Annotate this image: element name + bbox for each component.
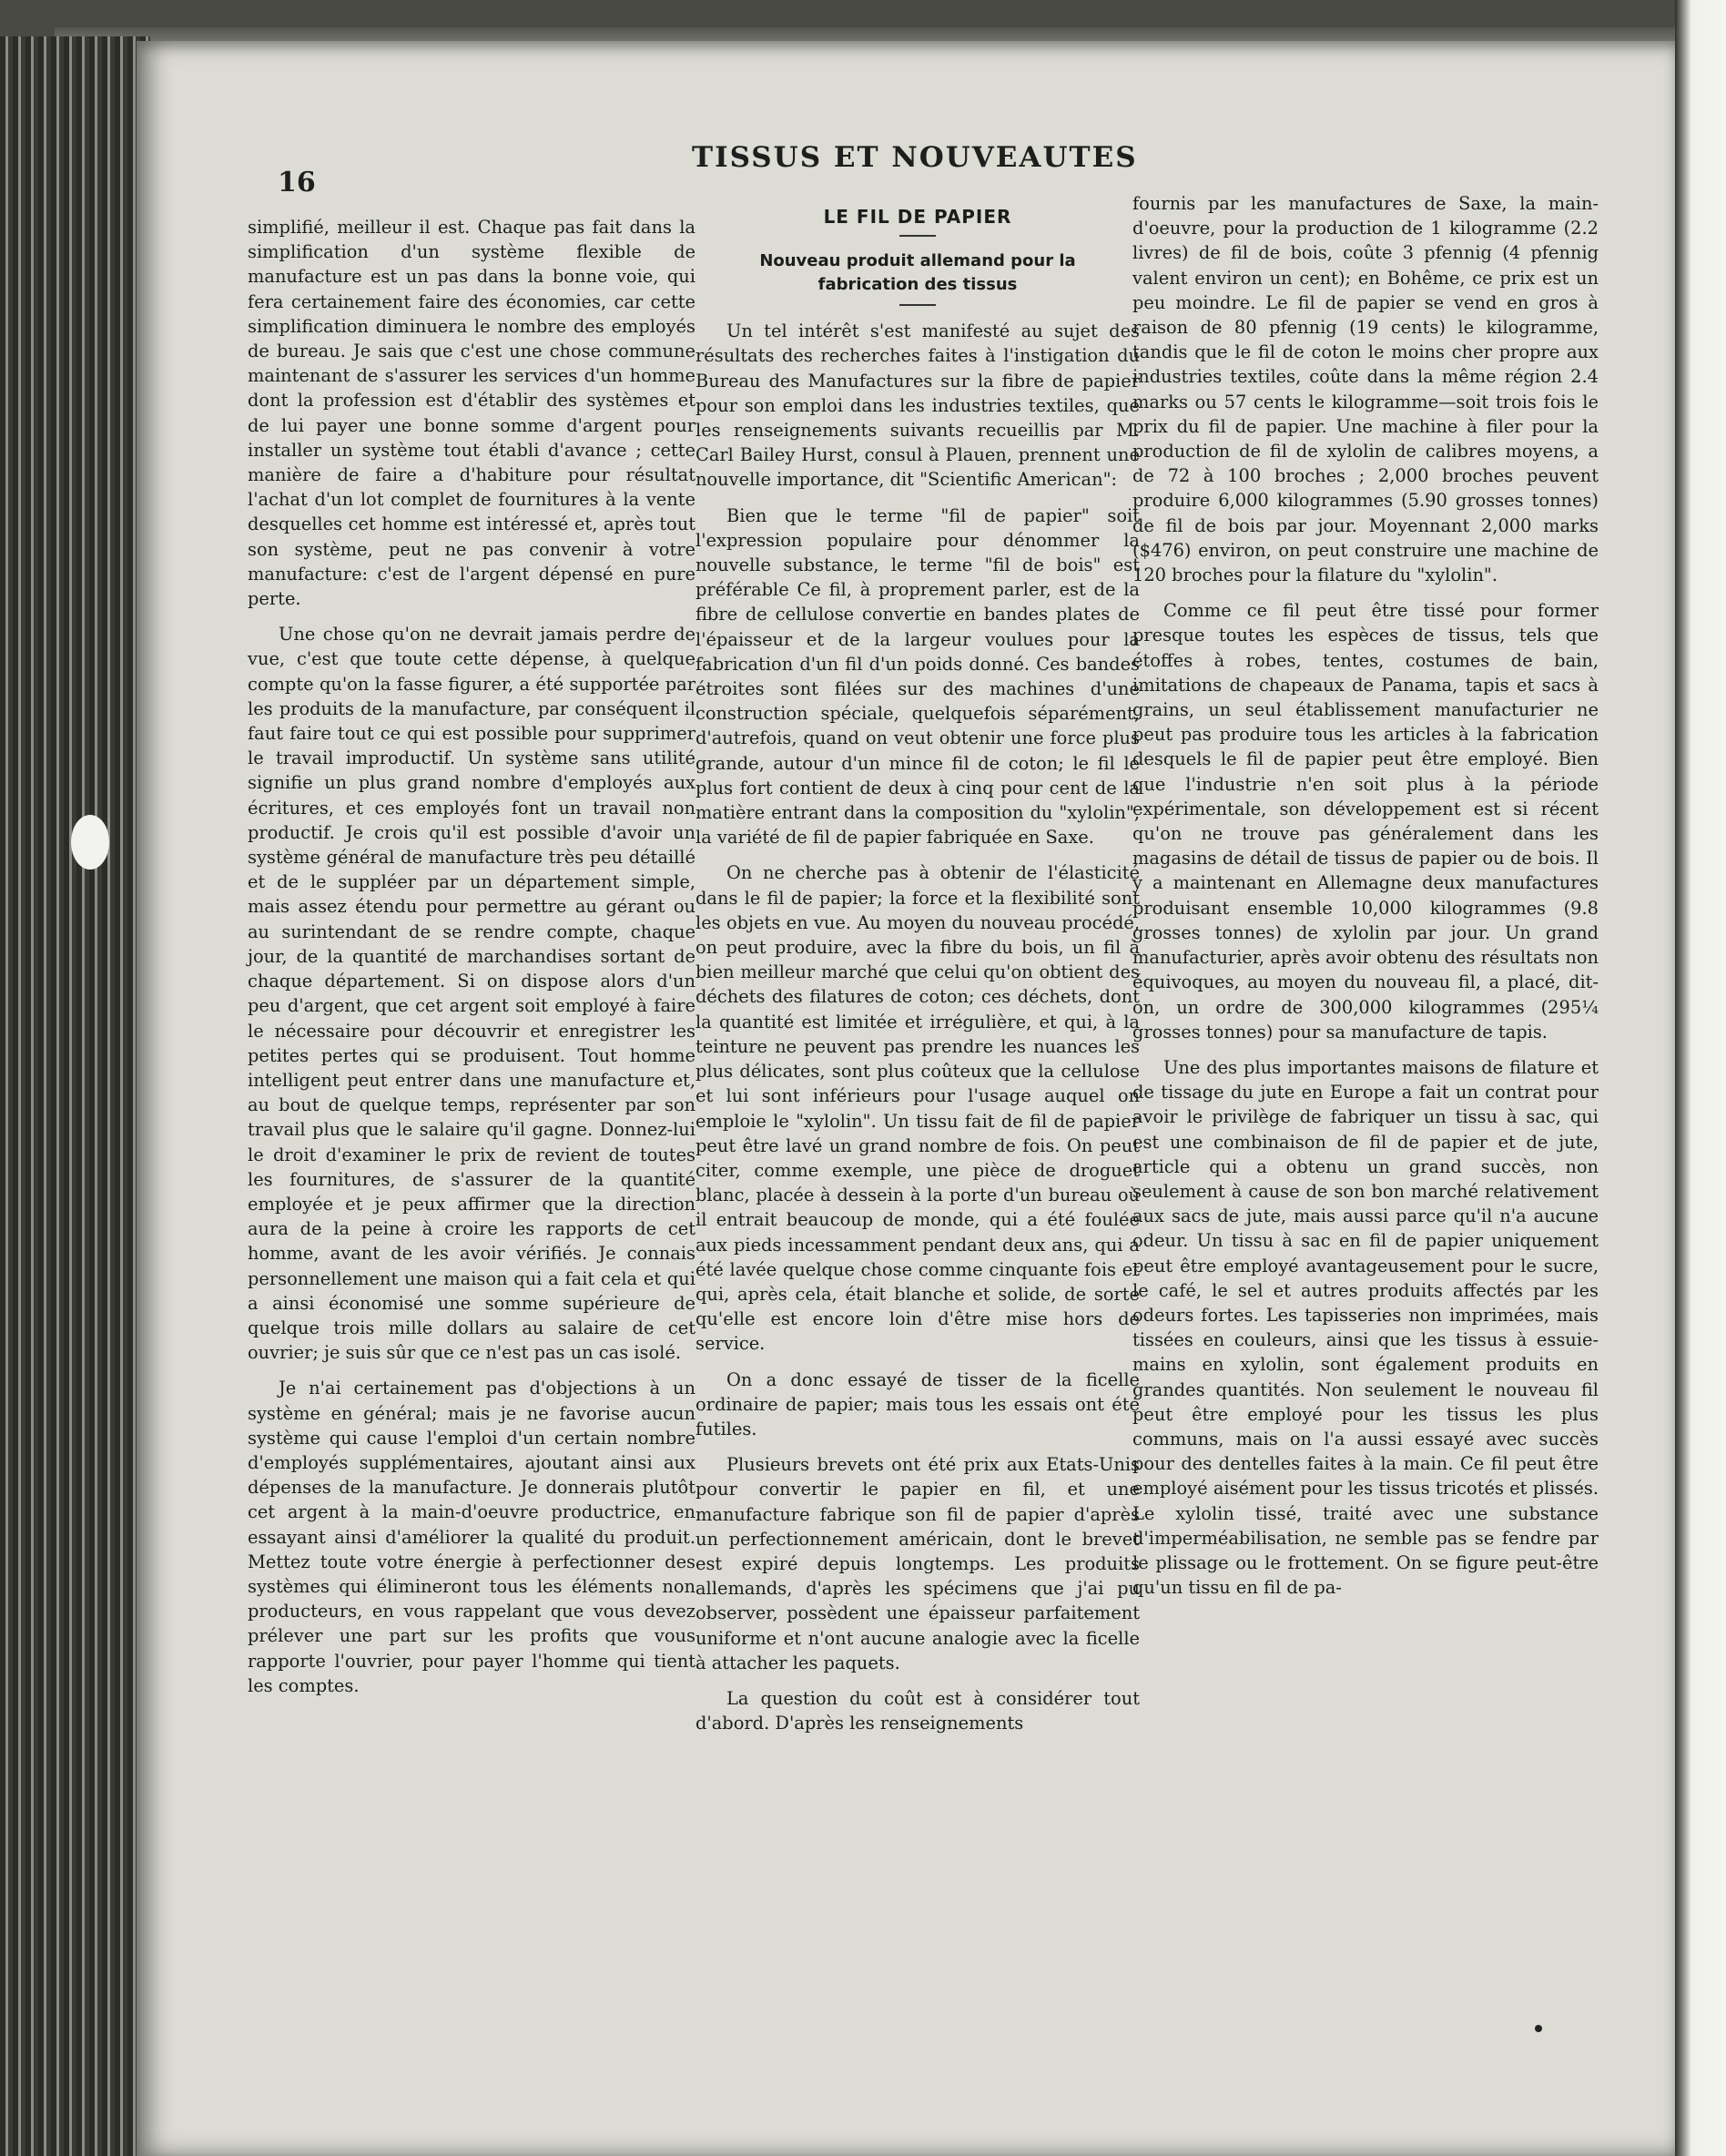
page-number: 16	[278, 167, 316, 198]
paragraph: Une chose qu'on ne devrait jamais perdre de vue, c'est que toute cette dépense, à quelque compte qu'on la fasse figurer, a été supportée par les produits de la manufacture, par conséquent il faut faire tout ce qui est possible pour supprimer le travail improductif. Un système sans utilité signifie un plus grand nombre d'employés aux écritures, et ces employés font un travail non productif. Je crois qu'il est possible d'avoir un système général de manufacture très peu détaillé et de le suppléer par un département simple, mais assez étendu pour permettre au gérant ou au surintendant de se rendre compte, chaque jour, de la quantité de marchandises sortant de chaque département. Si on dispose alors d'un peu d'argent, que cet argent soit employé à faire le nécessaire pour découvrir et enregistrer les petites pertes qui se produisent. Tout homme intelligent peut entrer dans une manufacture et, au bout de quelque temps, représenter par son travail plus que le salaire qu'il gagne. Donnez-lui le droit d'examiner le prix de revient de toutes les fournitures, de s'assurer de la quantité employée et je peux affirmer que la direction aura de la peine à croire les rapports de cet homme, avant de les avoir vérifiés. Je connais personnellement une maison qui a fait cela et qui a ainsi économisé une somme supérieure de quelque trois mille dollars au salaire de cet ouvrier; je suis sûr que ce n'est pas un cas isolé.	[248, 624, 695, 1364]
next-page-edge	[1675, 0, 1726, 2156]
article-title: LE FIL DE PAPIER	[823, 206, 1012, 228]
paragraph: La question du coût est à considérer tout d'abord. D'après les renseignements	[695, 1687, 1140, 1734]
paragraph: Je n'ai certainement pas d'objections à un système en général; mais je ne favorise aucun système qui cause l'emploi d'un certain nombre d'employés supplémentaires, ajoutant ainsi aux dépenses de la manufacture. Je donnerais plutôt cet argent à la main-d'oeuvre productrice, en essayant ainsi d'améliorer la qualité du produit. Mettez toute votre énergie à perfectionner des systèmes qui élimineront tous les éléments non producteurs, en vous rappelant que vous devez prélever une part sur les profits que vous rapporte l'ouvrier, pour payer l'homme qui tient les comptes.	[248, 1378, 695, 1696]
paragraph: Comme ce fil peut être tissé pour former presque toutes les espèces de tissus, tels que étoffes à robes, tentes, costumes de bain, imitations de chapeaux de Panama, tapis et sacs à grains, un seul établissement manufacturier ne peut pas produire tous les articles à la fabrication desquels le fil de papier peut être employé. Bien que l'industrie n'en soit plus à la période expérimentale, son développement est si récent qu'on ne trouve pas généralement dans les magasins de détail de tissus de papier ou de bois. Il y a maintenant en Allemagne deux manufactures produisant ensemble 10,000 kilogrammes (9.8 grosses tonnes) de xylolin par jour. Un grand manufacturier, après avoir obtenu des résultats non équivoques, au moyen du nouveau fil, a placé, dit-on, un ordre de 300,000 kilogrammes (295¼ grosses tonnes) pour sa manufacture de tapis.	[1132, 600, 1599, 1042]
book-page-edges	[0, 36, 150, 2156]
article-subtitle: Nouveau produit allemand pour la fabrication des tissus	[759, 251, 1076, 295]
paragraph: fournis par les manufactures de Saxe, la main-d'oeuvre, pour la production de 1 kilogramme (2.2 livres) de fil de bois, coûte 3 pfennig (4 pfennig valent environ un cent); en Bohême, ce prix est un peu moindre. Le fil de papier se vend en gros à raison de 80 pfennig (19 cents) le kilogramme, tandis que le fil de coton le moins cher propre aux industries textiles, coûte dans la même région 2.4 marks ou 57 cents le kilogramme—soit trois fois le prix du fil de papier. Une machine à filer pour la production de fil de xylolin de calibres moyens, a de 72 à 100 broches ; 2,000 broches peuvent produire 6,000 kilogrammes (5.90 grosses tonnes) de fil de bois par jour. Moyennant 2,000 marks ($476) environ, on peut construire une machine de 120 broches pour la filature du "xylolin".	[1132, 193, 1599, 586]
paragraph: Bien que le terme "fil de papier" soit l'expression populaire pour dénommer la nouvelle substance, le terme "fil de bois" est préférable Ce fil, à proprement parler, est de la fibre de cellulose convertie en bandes plates de l'épaisseur et de la largeur voulues pour la fabrication d'un fil d'un poids donné. Ces bandes étroites sont filées sur des machines d'une construction spéciale, quelquefois séparément, d'autrefois, quand on veut obtenir une force plus grande, autour d'un mince fil de coton; le fil le plus fort contient de deux à cinq pour cent de la matière entrant dans la composition du "xylolin", la variété de fil de papier fabriquée en Saxe.	[695, 504, 1140, 849]
ink-dot	[1535, 2025, 1542, 2032]
column-right	[1132, 191, 1599, 1611]
paragraph: On ne cherche pas à obtenir de l'élasticité dans le fil de papier; la force et la flexibilité sont les objets en vue. Au moyen du nouveau procédé, on peut produire, avec la fibre du bois, un fil à bien meilleur marché que celui qu'on obtient des déchets des filatures de coton; ces déchets, dont la quantité est limitée et irrégulière, et qui, à la teinture ne peuvent pas prendre les nuances les plus délicates, sont plus coûteux que la cellulose et lui sont inférieurs pour l'usage auquel on emploie le "xylolin". Un tissu fait de fil de papier peut être lavé un grand nombre de fois. On peut citer, comme exemple, une pièce de droguet blanc, placée à dessein à la porte d'un bureau où il entrait beaucoup de monde, qui a été foulée aux pieds incessamment pendant deux ans, qui a été lavée quelque chose comme cinquante fois et qui, après cela, était blanche et solide, de sorte qu'elle est encore loin d'être mise hors de service.	[695, 862, 1140, 1355]
paragraph: Une des plus importantes maisons de filature et de tissage du jute en Europe a fait un contrat pour avoir le privilège de fabriquer un tissu à sac, qui est une combinaison de fil de papier et de jute, article qui a obtenu un grand succès, non seulement à cause de son bon marché relativement aux sacs de jute, mais aussi parce qu'il n'a aucune odeur. Un tissu à sac en fil de papier uniquement peut être employé avantageusement pour le sucre, le café, le sel et autres produits affectés par les odeurs fortes. Les tapisseries non imprimées, mais tissées en couleurs, ainsi que les tissus à essuie-mains en xylolin, sont également produits en grandes quantités. Non seulement le nouveau fil peut être employé pour les tissus les plus communs, mais on l'a aussi essayé avec succès pour des dentelles faites à la main. Ce fil peut être employé aisément pour les tissus tricotés et plissés. Le xylolin tissé, traité avec une substance d'imperméabilisation, ne semble pas se fendre par le plissage ou le frottement. On se figure peut-être qu'un tissu en fil de pa-	[1132, 1056, 1599, 1599]
column-middle	[695, 205, 1140, 1746]
paragraph: simplifié, meilleur il est. Chaque pas fait dans la simplification d'un système flexible de manufacture est un pas dans la bonne voie, qui fera certainement faire des économies, car cette simplification diminuera le nombre des employés de bureau. Je sais que c'est une chose commune maintenant de s'assurer les services d'un homme dont la profession est d'établir des systèmes et de lui payer une bonne somme d'argent pour installer un système tout établi d'avance ; cette manière de faire a d'habiture pour résultat l'achat d'un lot complet de fournitures à la vente desquelles cet homme est intéressé et, après tout son système, peut ne pas convenir à votre manufacture: c'est de l'argent dépensé en pure perte.	[248, 217, 695, 610]
column-left	[248, 215, 695, 1709]
subtitle-rule	[899, 304, 936, 306]
paragraph: Un tel intérêt s'est manifesté au sujet des résultats des recherches faites à l'instigation du Bureau des Manufactures sur la fibre de papier pour son emploi dans les industries textiles, que les renseignements suivants recueillis par M. Carl Bailey Hurst, consul à Plauen, prennent une nouvelle importance, dit "Scientific American":	[695, 320, 1140, 491]
paragraph: On a donc essayé de tisser de la ficelle ordinaire de papier; mais tous les essais ont été futiles.	[695, 1368, 1140, 1439]
paragraph: Plusieurs brevets ont été prix aux Etats-Unis pour convertir le papier en fil, et une manufacture fabrique son fil de papier d'après un perfectionnement américain, dont le brevet est expiré depuis longtemps. Les produits allemands, d'après les spécimens que j'ai pu observer, possèdent une épaisseur parfaitement uniforme et n'ont aucune analogie avec la ficelle à attacher les paquets.	[695, 1454, 1140, 1673]
running-title: TISSUS ET NOUVEAUTES	[692, 141, 1138, 174]
title-rule	[899, 235, 936, 237]
punch-hole	[71, 815, 109, 870]
